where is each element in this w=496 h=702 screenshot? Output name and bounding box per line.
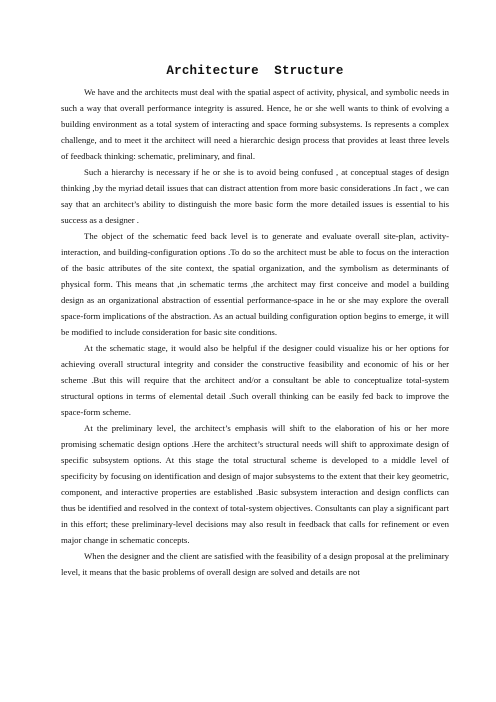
paragraph-1: We have and the architects must deal with the spatial aspect of activity, physical, and symbolic needs in such a way that overall performance integrity is assured. Hence, he or she well wants to think of evolving a building environment as a total system of interacting and space forming subsystems. Is represents a complex challenge, and to meet it the architect will need a hierarchic design process that provides at least three levels of feedback thinking: schematic, preliminary, and final. — [61, 87, 449, 161]
paragraph-2: Such a hierarchy is necessary if he or she is to avoid being confused , at conceptual stages of design thinking ,by the myriad detail issues that can distract attention from more basic considerations .In fact , we can say that an architect’s ability to distinguish the more basic form the more detailed issues is essential to his success as a designer . — [61, 167, 449, 225]
paragraph-5: At the preliminary level, the architect’s emphasis will shift to the elaboration of his or her more promising schematic design options .Here the architect’s structural needs will shift to approximate design of specific subsystem options. At this stage the total structural scheme is developed to a middle level of specificity by focusing on identification and design of major subsystems to the extent that their key geometric, component, and interactive properties are established .Basic subsystem interaction and design conflicts can thus be identified and resolved in the context of total-system objectives. Consultants can play a significant part in this effort; these preliminary-level decisions may also result in feedback that calls for refinement or even major change in schematic concepts. — [61, 423, 449, 545]
document-page — [61, 62, 449, 580]
document-title: Architecture Structure — [166, 64, 344, 78]
paragraph-3: The object of the schematic feed back level is to generate and evaluate overall site-plan, activity-interaction, and building-configuration options .To do so the architect must be able to focus on the interaction of the basic attributes of the site context, the spatial organization, and the symbolism as determinants of physical form. This means that ,in schematic terms ,the architect may first conceive and model a building design as an organizational abstraction of essential performance-space in he or she may explore the overall space-form implications of the abstraction. As an actual building configuration option begins to emerge, it will be modified to include consideration for basic site conditions. — [61, 231, 449, 337]
paragraph-6: When the designer and the client are satisfied with the feasibility of a design proposal at the preliminary level, it means that the basic problems of overall design are solved and details are not — [61, 551, 449, 577]
paragraph-4: At the schematic stage, it would also be helpful if the designer could visualize his or her options for achieving overall structural integrity and consider the constructive feasibility and economic of his or her scheme .But this will require that the architect and/or a consultant be able to conceptualize total-system structural options in terms of elemental detail .Such overall thinking can be easily fed back to improve the space-form scheme. — [61, 343, 449, 417]
